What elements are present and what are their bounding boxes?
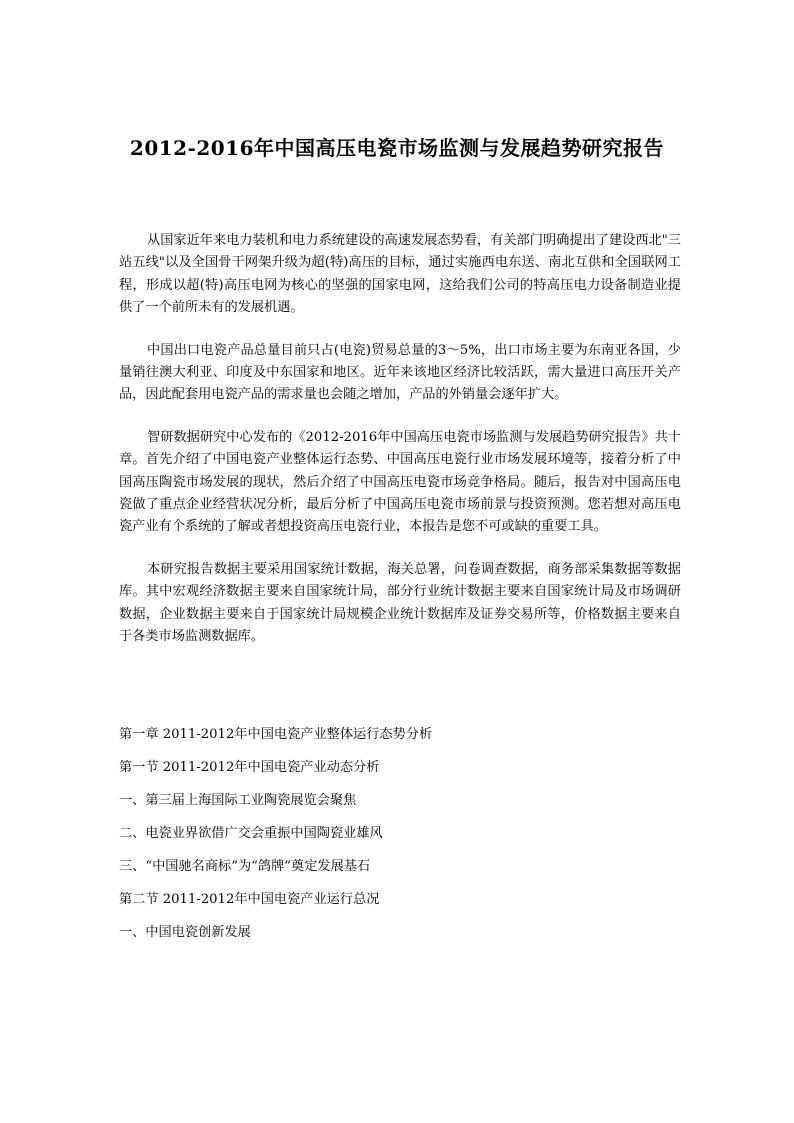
paragraph-2: 中国出口电瓷产品总量目前只占(电瓷)贸易总量的3～5%，出口市场主要为东南亚各国，少量销往澳大利亚、印度及中东国家和地区。近年来该地区经济比较活跃，需大量进口高压开关产品，因此配套用电瓷产品的需求量也会随之增加，产品的外销量会逐年扩大。 xyxy=(119,342,681,403)
toc-chapter-1: 第一章 2011-2012年中国电瓷产业整体运行态势分析 xyxy=(119,727,433,742)
toc-item-1-1-2: 二、电瓷业界欲借广交会重振中国陶瓷业雄风 xyxy=(119,826,383,841)
paragraph-3: 智研数据研究中心发布的《2012-2016年中国高压电瓷市场监测与发展趋势研究报告》共十章。首先介绍了中国电瓷产业整体运行态势、中国高压电瓷行业市场发展环境等，接着分析了中国高压陶瓷市场发展的现状，然后介绍了中国高压电瓷市场竞争格局。随后，报告对中国高压电瓷做了重点企业经营状况分析，最后分析了中国高压电瓷市场前景与投资预测。您若想对高压电瓷产业有个系统的了解或者想投资高压电瓷行业，本报告是您不可或缺的重要工具。 xyxy=(119,429,681,535)
paragraph-1: 从国家近年来电力装机和电力系统建设的高速发展态势看，有关部门明确提出了建设西北"三站五线"以及全国骨干网架升级为超(特)高压的目标，通过实施西电东送、南北互供和全国联网工程，形成以超(特)高压电网为核心的坚强的国家电网，这给我们公司的特高压电力设备制造业提供了一个前所未有的发展机遇。 xyxy=(119,233,681,316)
report-title: 2012-2016年中国高压电瓷市场监测与发展趋势研究报告 xyxy=(129,136,665,160)
toc-item-1-2-1: 一、中国电瓷创新发展 xyxy=(119,925,251,940)
toc-section-1-2: 第二节 2011-2012年中国电瓷产业运行总况 xyxy=(119,892,380,907)
intro-section xyxy=(119,230,681,669)
toc-item-1-1-3: 三、“中国驰名商标”为“鸽牌”奠定发展基石 xyxy=(119,859,371,874)
toc-section-1-1: 第一节 2011-2012年中国电瓷产业动态分析 xyxy=(119,760,380,775)
toc-item-1-1-1: 一、第三届上海国际工业陶瓷展览会聚焦 xyxy=(119,793,357,808)
paragraph-4: 本研究报告数据主要采用国家统计数据，海关总署，问卷调查数据，商务部采集数据等数据库。其中宏观经济数据主要来自国家统计局，部分行业统计数据主要来自国家统计局及市场调研数据，企业数据主要来自于国家统计局规模企业统计数据库及证券交易所等，价格数据主要来自于各类市场监测数据库。 xyxy=(119,561,681,645)
table-of-contents xyxy=(119,724,681,955)
